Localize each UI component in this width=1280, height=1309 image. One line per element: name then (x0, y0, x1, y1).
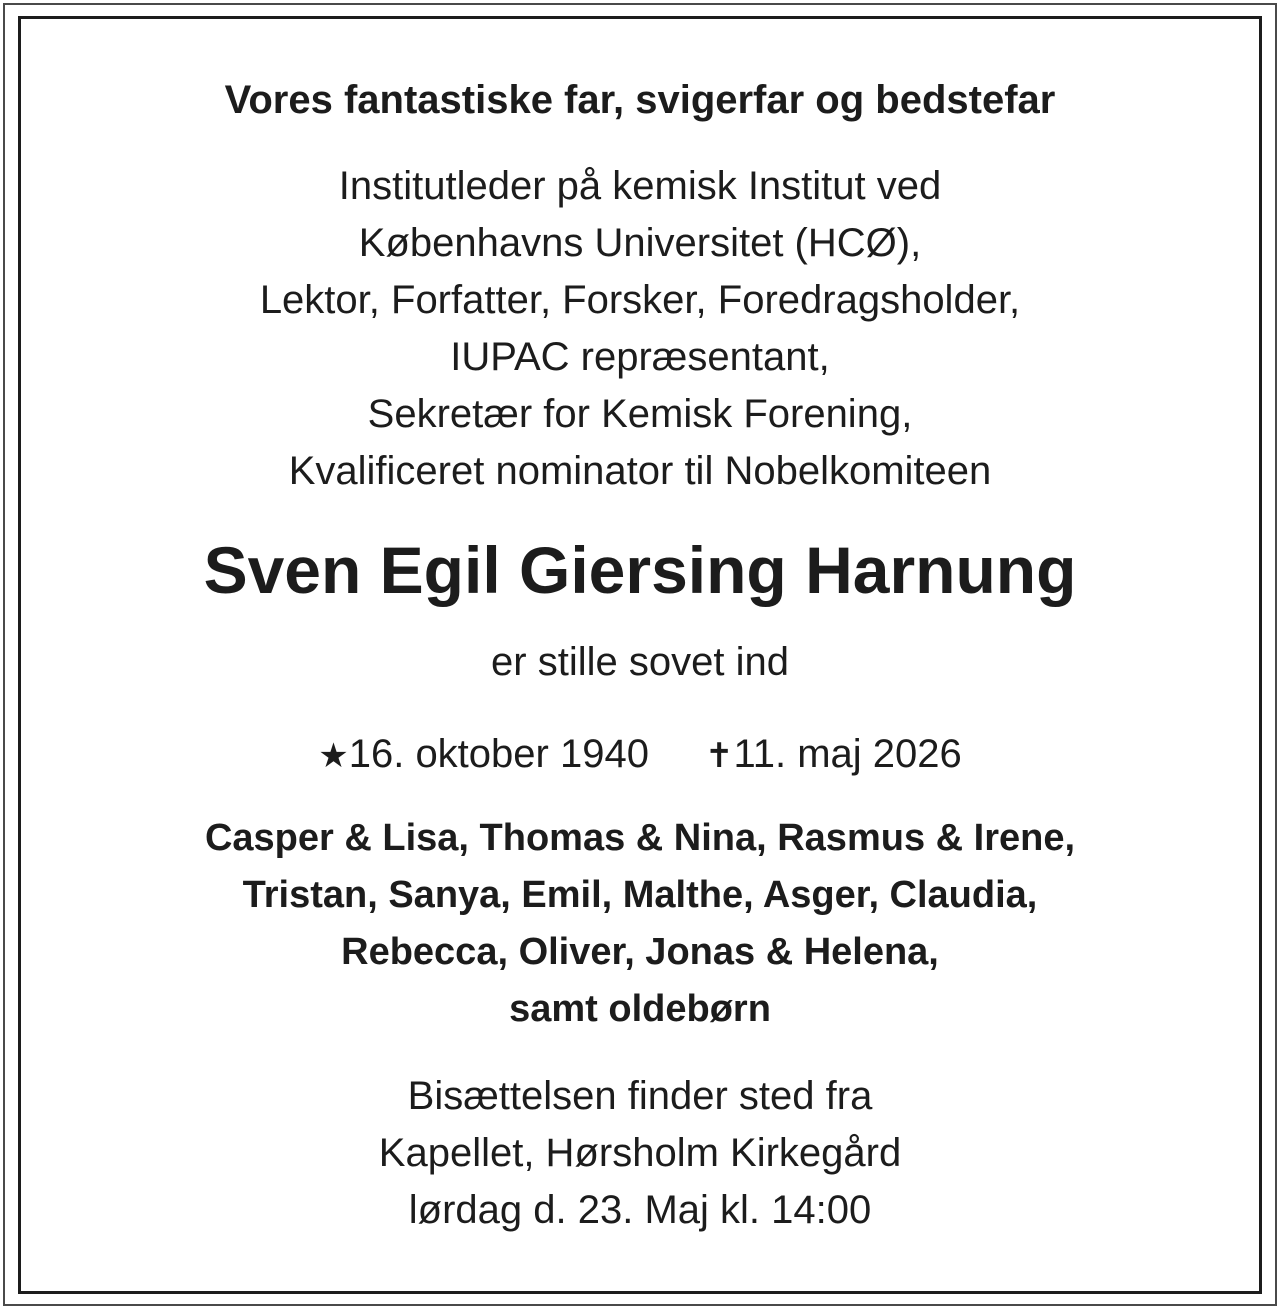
title-line: Københavns Universitet (HCØ), (358, 221, 922, 265)
announcement-text: er stille sovet ind (491, 640, 789, 684)
funeral-details (21, 1068, 1259, 1239)
family-line: Rebecca, Oliver, Jonas & Helena, (341, 931, 939, 973)
titles-block (21, 158, 1259, 500)
cross-icon: ✝ (704, 736, 734, 776)
funeral-line: lørdag d. 23. Maj kl. 14:00 (408, 1188, 872, 1232)
deceased-name (21, 530, 1259, 610)
family-line: Tristan, Sanya, Emil, Malthe, Asger, Claudia, (242, 874, 1038, 916)
obituary-notice (21, 19, 1259, 1239)
funeral-line: Bisættelsen finder sted fra (407, 1074, 873, 1118)
funeral-line: Kapellet, Hørsholm Kirkegård (378, 1131, 902, 1175)
deceased-name-text: Sven Egil Giersing Harnung (203, 533, 1077, 607)
family-line: samt oldebørn (509, 988, 771, 1030)
announcement (21, 638, 1259, 686)
title-line: IUPAC repræsentant, (450, 335, 830, 379)
life-dates (21, 730, 1259, 780)
life-dates-line (21, 730, 1259, 780)
family-line: Casper & Lisa, Thomas & Nina, Rasmus & Irene, (204, 817, 1076, 859)
star-icon: ★ (318, 736, 349, 776)
intro-line: Vores fantastiske far, svigerfar og bedstefar (224, 78, 1056, 122)
title-line: Kvalificeret nominator til Nobelkomiteen (288, 449, 992, 493)
family-list (21, 810, 1259, 1038)
title-line: Institutleder på kemisk Institut ved (338, 164, 942, 208)
birth-date: 16. oktober 1940 (348, 732, 649, 776)
title-line: Lektor, Forfatter, Forsker, Foredragsholder, (259, 278, 1021, 322)
title-line: Sekretær for Kemisk Forening, (367, 392, 913, 436)
death-date: 11. maj 2026 (733, 732, 962, 776)
intro-heading (21, 76, 1259, 124)
